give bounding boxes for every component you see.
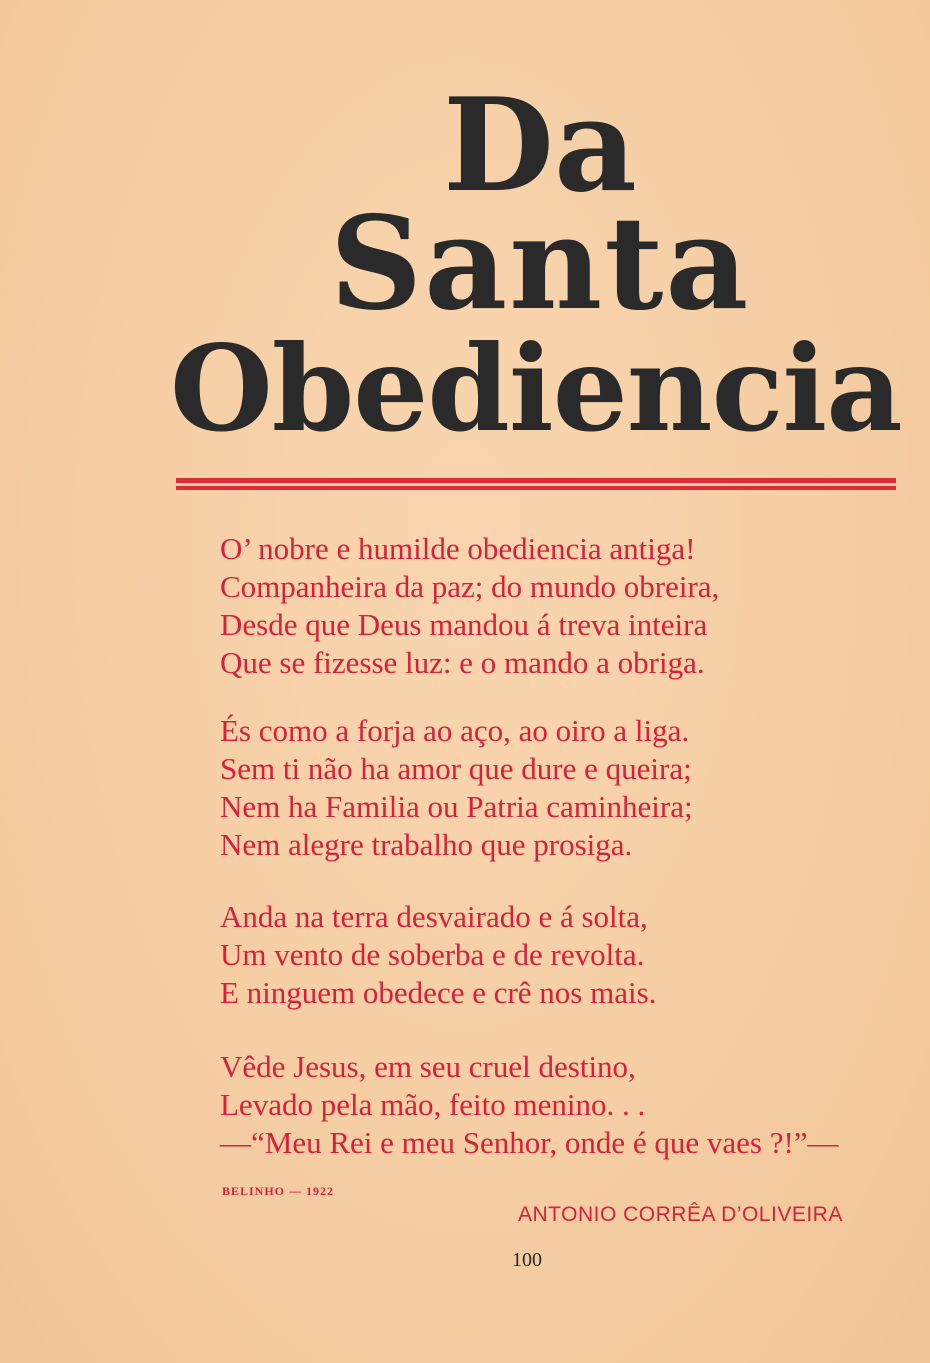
place-date: BELINHO — 1922 [222, 1184, 335, 1198]
poem-line: Que se fizesse luz: e o mando a obriga. [220, 645, 705, 680]
author-name: ANTONIO CORRÊA D’OLIVEIRA [518, 1203, 843, 1226]
poem-line: Vêde Jesus, em seu cruel destino, [220, 1049, 636, 1084]
poem-line: Nem alegre trabalho que prosiga. [220, 827, 633, 862]
poem-line: Levado pela mão, feito menino. . . [220, 1087, 646, 1122]
poem-line: Nem ha Familia ou Patria caminheira; [220, 789, 693, 824]
title-line-3: Obediencia [170, 319, 902, 458]
stanza-3 [220, 898, 910, 1012]
page-number: 100 [512, 1249, 542, 1271]
poem-line: —“Meu Rei e meu Senhor, onde é que vaes ?!”— [220, 1125, 839, 1160]
poem-line: Um vento de soberba e de revolta. [220, 937, 645, 972]
stanza-4 [220, 1048, 910, 1162]
poem-line: E ninguem obedece e crê nos mais. [220, 975, 657, 1010]
stanza-2 [220, 712, 910, 864]
title-line-1: Da [443, 71, 637, 221]
poem-line: Desde que Deus mandou á treva inteira [220, 607, 708, 642]
poem [220, 530, 910, 1190]
poem-line: Companheira da paz; do mundo obreira, [220, 569, 720, 604]
stanza-1 [220, 530, 910, 682]
poem-line: És como a forja ao aço, ao oiro a liga. [220, 713, 690, 748]
red-divider-bottom [176, 486, 896, 490]
poem-line: Anda na terra desvairado e á solta, [220, 899, 648, 934]
title-line-2: Santa [329, 189, 751, 339]
poem-line: Sem ti não ha amor que dure e queira; [220, 751, 692, 786]
red-divider-top [176, 478, 896, 483]
poem-line: O’ nobre e humilde obediencia antiga! [220, 531, 696, 566]
